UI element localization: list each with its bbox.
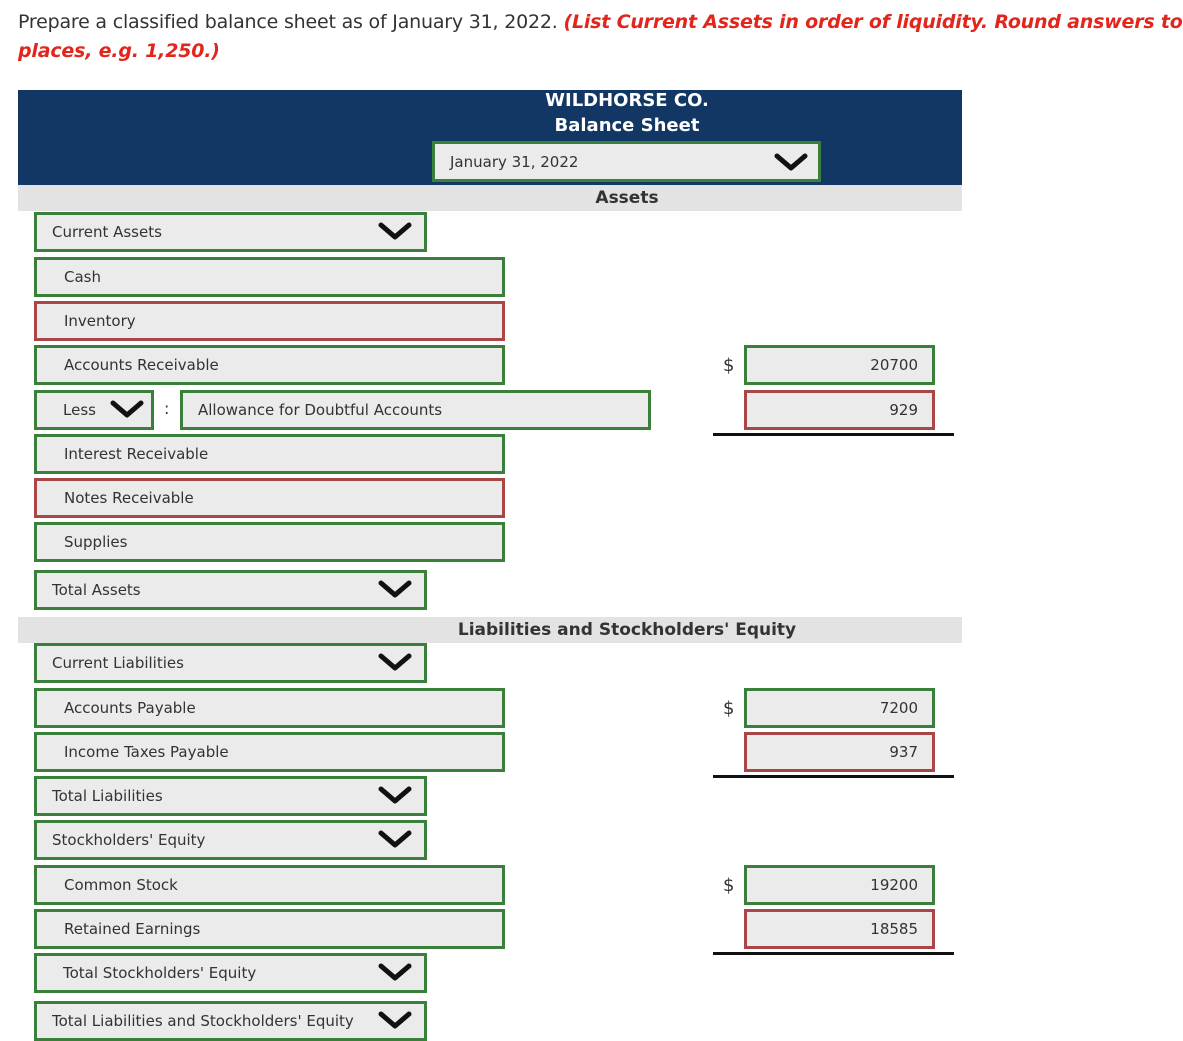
total-assets-select-value: Total Assets [52,581,141,599]
account-name: Interest Receivable [64,445,209,463]
account-name: Cash [64,268,101,286]
instruction-text [18,8,1183,66]
account-name: Accounts Receivable [64,356,219,374]
stockholders-equity-select[interactable] [34,820,427,860]
current-assets-select-value: Current Assets [52,223,162,241]
instruction-main: Prepare a classified balance sheet as of January 31, 2022. [18,11,564,33]
account-input-inventory[interactable] [34,301,505,341]
chevron-down-icon [377,786,413,806]
current-liabilities-select-value: Current Liabilities [52,654,184,672]
current-assets-select[interactable] [34,212,427,252]
account-name: Inventory [64,312,136,330]
account-name: Notes Receivable [64,489,194,507]
total-liabilities-select[interactable] [34,776,427,816]
dollar-sign: $ [723,698,735,719]
chevron-down-icon [377,222,413,242]
amount-input-retained-earnings[interactable] [744,909,935,949]
amount-input-income-taxes-payable[interactable] [744,732,935,772]
account-name: Accounts Payable [64,699,196,717]
amount-value: 929 [889,401,918,419]
account-name: Retained Earnings [64,920,201,938]
total-assets-select[interactable] [34,570,427,610]
instruction-highlight-cont: places, e.g. 1,250.) [18,40,220,62]
amount-value: 20700 [870,356,918,374]
amount-value: 937 [889,743,918,761]
amount-input-common-stock[interactable] [744,865,935,905]
account-name: Supplies [64,533,128,551]
liabilities-equity-heading: Liabilities and Stockholders' Equity [457,620,797,640]
chevron-down-icon [773,153,809,173]
current-liabilities-select[interactable] [34,643,427,683]
account-name: Income Taxes Payable [64,743,229,761]
company-name: WILDHORSE CO. [545,90,709,111]
dollar-sign: $ [723,875,735,896]
account-input-accounts-receivable[interactable] [34,345,505,385]
date-select-value: January 31, 2022 [450,152,579,171]
account-input-supplies[interactable] [34,522,505,562]
chevron-down-icon [377,830,413,850]
amount-value: 19200 [870,876,918,894]
subtotal-rule [713,775,954,778]
chevron-down-icon [377,963,413,983]
chevron-down-icon [109,400,145,420]
account-input-allowance[interactable] [180,390,651,430]
amount-input-allowance[interactable] [744,390,935,430]
statement-title: Balance Sheet [554,115,700,136]
total-le-select-value: Total Liabilities and Stockholders' Equity [52,1012,354,1030]
account-input-income-taxes-payable[interactable] [34,732,505,772]
dollar-sign: $ [723,355,735,376]
stockholders-equity-select-value: Stockholders' Equity [52,831,206,849]
total-stockholders-equity-select[interactable] [34,953,427,993]
account-input-cash[interactable] [34,257,505,297]
total-liabilities-and-se-select[interactable] [34,1001,427,1041]
account-name: Allowance for Doubtful Accounts [198,401,443,419]
total-liabilities-select-value: Total Liabilities [52,787,163,805]
account-name: Common Stock [64,876,178,894]
amount-value: 7200 [879,699,918,717]
chevron-down-icon [377,580,413,600]
account-input-notes-receivable[interactable] [34,478,505,518]
less-select-value: Less [63,401,96,419]
chevron-down-icon [377,1011,413,1031]
less-select[interactable] [34,390,154,430]
amount-value: 18585 [870,920,918,938]
chevron-down-icon [377,653,413,673]
account-input-accounts-payable[interactable] [34,688,505,728]
subtotal-rule [713,952,954,955]
colon-separator: : [164,399,170,418]
total-se-select-value: Total Stockholders' Equity [63,964,257,982]
amount-input-accounts-payable[interactable] [744,688,935,728]
subtotal-rule [713,433,954,436]
account-input-interest-receivable[interactable] [34,434,505,474]
date-select[interactable] [432,141,821,182]
assets-heading: Assets [595,188,659,208]
account-input-retained-earnings[interactable] [34,909,505,949]
amount-input-accounts-receivable[interactable] [744,345,935,385]
instruction-highlight: (List Current Assets in order of liquidity. Round answers to [563,11,1183,33]
account-input-common-stock[interactable] [34,865,505,905]
